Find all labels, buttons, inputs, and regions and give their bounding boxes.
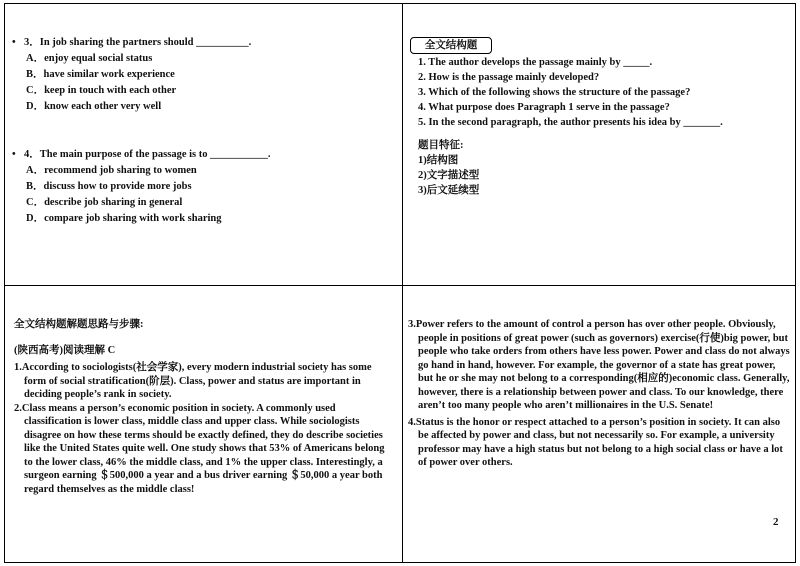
question-4-option-b: B．discuss how to provide more jobs [26,181,192,192]
question-4-stem: 4．The main purpose of the passage is to ___________. [24,149,271,160]
horizontal-divider [5,285,795,286]
features-title: 题目特征: [418,140,464,151]
question-4-option-d: D．compare job sharing with work sharing [26,213,222,224]
section-heading: 全文结构题解题思路与步骤: [14,319,144,330]
structure-question: 1. The author develops the passage mainly by _____. [418,57,653,68]
passage-left [14,318,394,496]
question-3-stem: 3．In job sharing the partners should __________. [24,37,252,48]
section-tag: 全文结构题 [410,37,492,54]
page-number: 2 [773,516,779,528]
question-3 [12,35,251,115]
question-3-option-d: D．know each other very well [26,101,162,112]
passage-right [408,318,793,470]
vertical-divider [402,4,403,562]
passage-paragraph-3: 3.Power refers to the amount of control a person has over other people. Obviously, people in positions of great power (such as governors) exercise(行使)big power, but people who take orders from others have less power. Power and class do not always go hand in hand, however. For example, the governor of a state has great power, but he or she may not belong to a corresponding(相应的)economic class. Generally, however, there is a relationship between power and class. To our knowledge, there aren’t too many people who aren’t millionaires in the U.S. Senate! [408,319,790,411]
bullet-icon: • [12,37,16,48]
feature-item: 3)后文延续型 [418,185,480,196]
structure-question: 5. In the second paragraph, the author presents his idea by _______. [418,117,723,128]
features-block [418,138,479,198]
passage-paragraph-2: 2.Class means a person’s economic position in society. A commonly used classification is lower class, middle class and upper class. While sociologists disagree on how these terms should be exactly defined, they do describe societies like the United States quite well. One study shows that 53% of Americans belong to the lower class, 46% the middle class, and 1% the upper class. Interestingly, a surgeon earning ＄500,000 a year and a bus driver earning ＄50,000 a year both regard themselves as the middle class! [14,402,385,495]
structure-question: 4. What purpose does Paragraph 1 serve in the passage? [418,102,670,113]
structure-question-list [418,55,723,130]
feature-item: 2)文字描述型 [418,170,480,181]
question-4-option-a: A．recommend job sharing to women [26,165,197,176]
structure-question: 2. How is the passage mainly developed? [418,72,600,83]
passage-paragraph-4: 4.Status is the honor or respect attached to a person’s position in society. It can also be affected by power and class, but not necessarily so. For example, a university professor may have a high status but not belong to a high social class or have a lot of power over others. [408,416,783,468]
question-4 [12,147,270,227]
structure-question: 3. Which of the following shows the structure of the passage? [418,87,691,98]
passage-paragraph-1: 1.According to sociologists(社会学家), every modern industrial society has some form of social stratification(阶层). Class, power and status are important in deciding people’s rank in society. [14,362,372,400]
passage-source: (陕西高考)阅读理解 C [14,344,116,356]
question-3-option-c: C．keep in touch with each other [26,85,177,96]
question-4-option-c: C．describe job sharing in general [26,197,183,208]
bullet-icon: • [12,149,16,160]
feature-item: 1)结构图 [418,155,459,166]
question-3-option-b: B．have similar work experience [26,69,175,80]
question-3-option-a: A．enjoy equal social status [26,53,153,64]
